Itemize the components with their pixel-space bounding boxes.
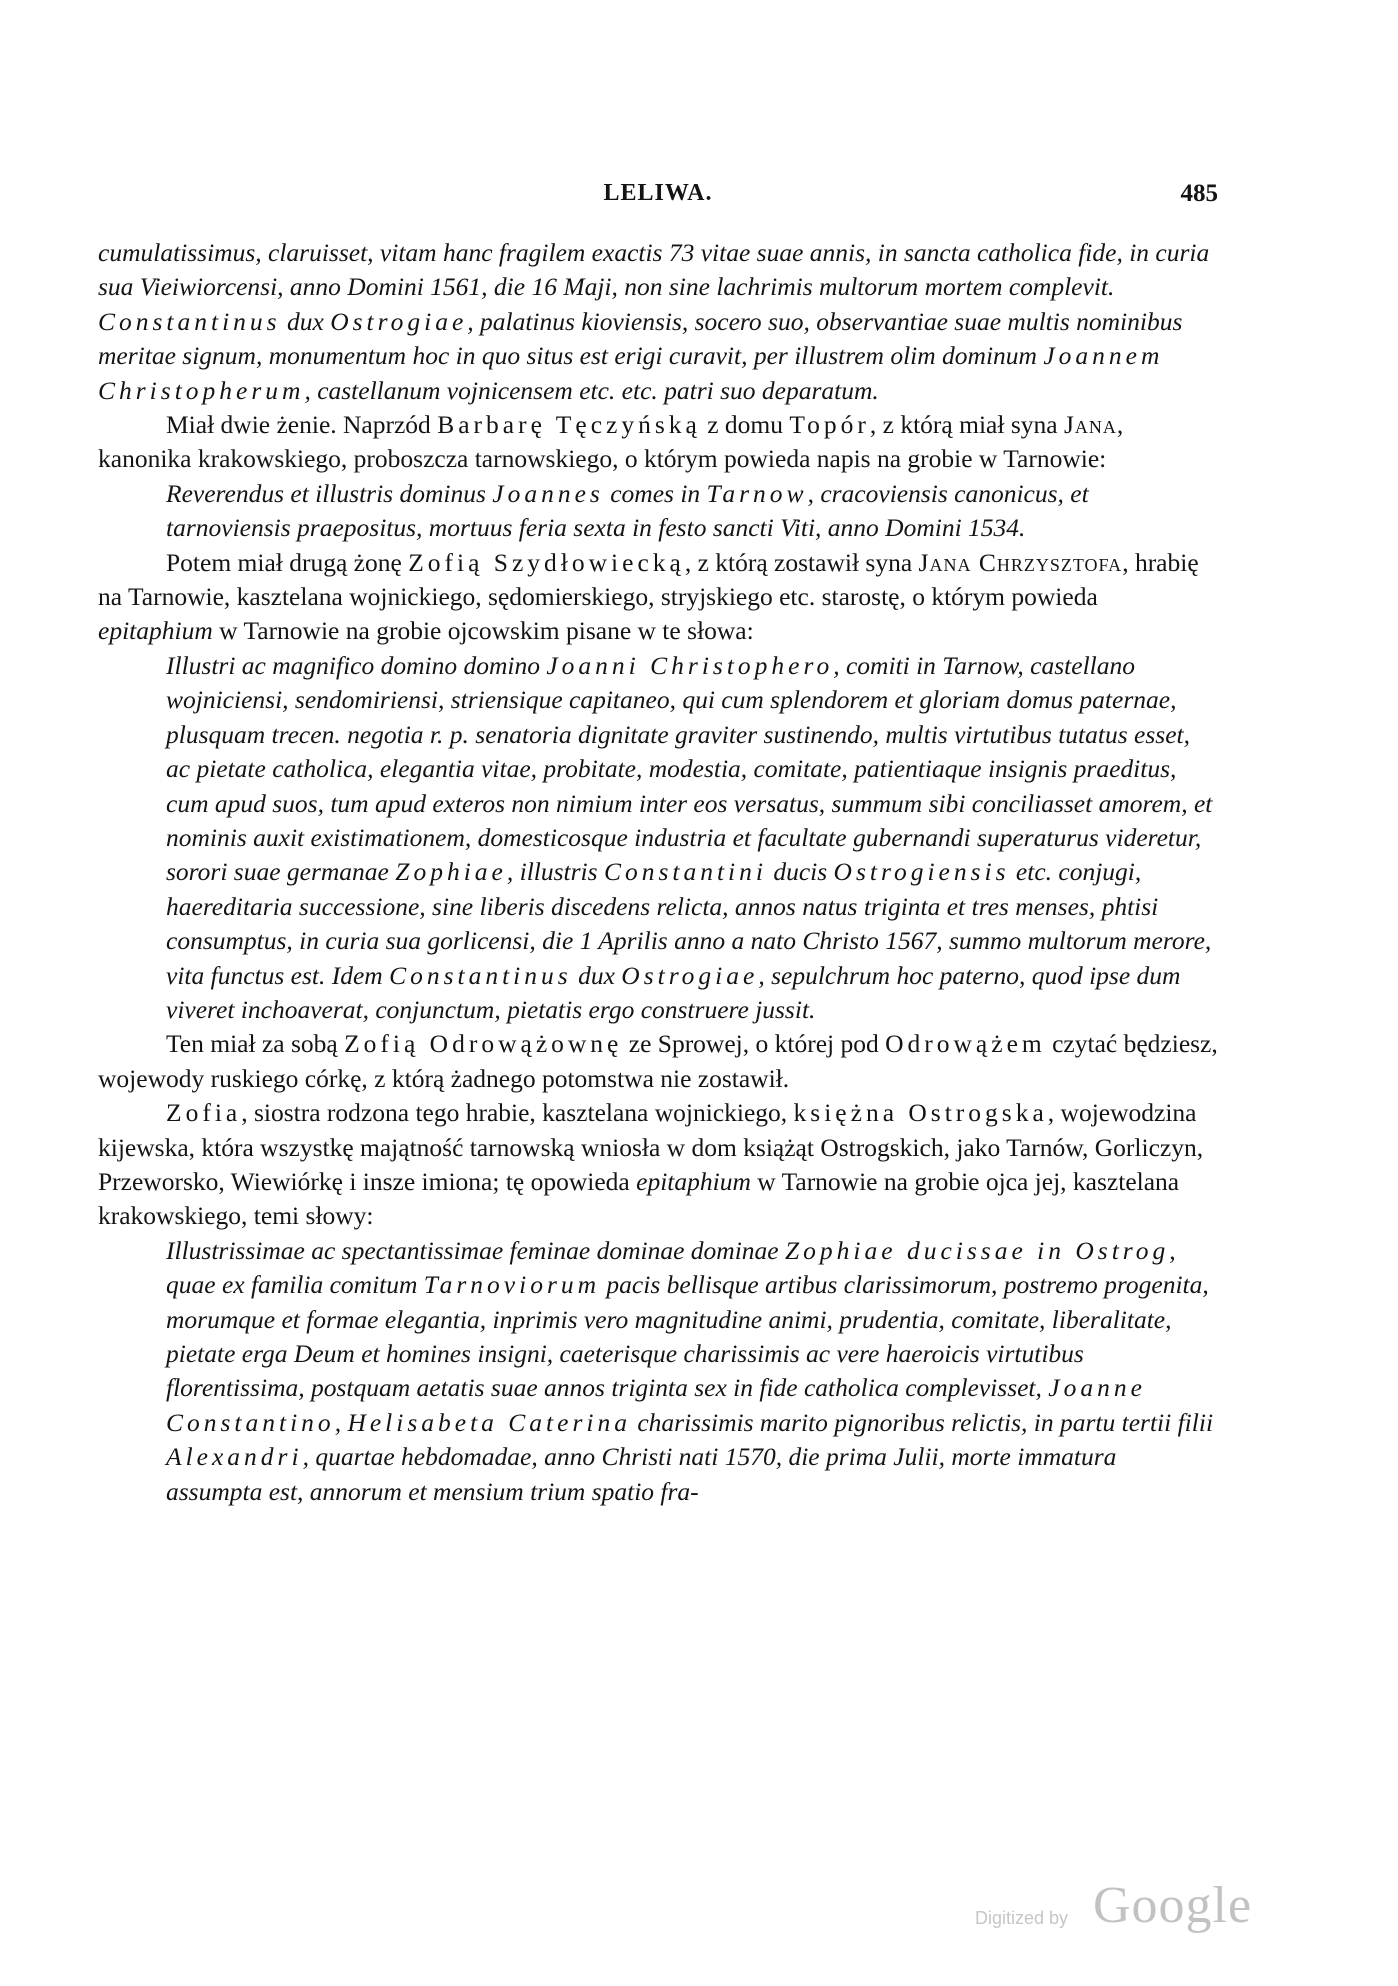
text-span: , castellanum vojnicensem etc. etc. patri suo deparatum.: [304, 375, 879, 405]
text-span: dux: [280, 306, 331, 336]
spaced-name: Constantini: [603, 857, 767, 887]
text-span: , comiti in Tarnow, castellano wojniciensi, sendomiriensi, striensique capitaneo, qui cum splendorem et gloriam domus paternae, plusquam trecen. negotia r. p. senatoria dignitate graviter sustinendo, multis virtutibus tutatus esset, ac pietate catholica, elegantia vitae, probitate, modestia, comitate, patientiaque insignis praeditus, cum apud suos, tum apud exteros non nimium inter eos versatus, summum sibi conciliasset amorem, et nominis auxit existimationem, domesticosque industria et facultate gubernandi superaturus videretur, sorori suae germanae: [166, 650, 1213, 887]
text-span: , siostra rodzona tego hrabie, kasztelana wojnickiego,: [241, 1098, 794, 1128]
text-span: , quartae hebdomadae, anno Christi nati 1570, die prima Julii, morte immatura assumpta est, annorum et mensium trium spatio fra-: [166, 1442, 1117, 1506]
page-number: 485: [1180, 180, 1218, 207]
text-paragraph: [98, 408, 1218, 477]
spaced-name: Tarnow: [706, 478, 808, 508]
page-header: [98, 180, 1218, 220]
text-span: dux: [571, 960, 622, 990]
text-span: czytać będziesz, wojewody ruskiego córkę, z którą żadnego potomstwa nie zostawił.: [98, 1029, 1218, 1093]
text-span: , palatinus kioviensis, socero suo, observantiae suae multis nominibus meritae signum, monumentum hoc in quo situs est erigi curavit, per illustrem olim dominum: [98, 306, 1183, 371]
spaced-name: Odrowążem: [885, 1029, 1046, 1059]
text-span: pacis bellisque artibus clarissimorum, postremo progenita, morumque et formae elegantia, inprimis vero magnitudine animi, prudentia, comitate, liberalitate, pietate erga Deum et homines insigni, caeterisque charissimis ac vere haeroicis virtutibus florentissima, postquam aetatis suae annos triginta sex in fide catholica complevisset,: [166, 1270, 1209, 1403]
text-span: , kanonika krakowskiego, proboszcza tarnowskiego, o którym powieda napis na grobie w Tarnowie:: [98, 410, 1124, 474]
spaced-name: Ostrogiae: [330, 306, 468, 336]
spaced-name: Zofią Szydłowiecką: [408, 547, 685, 577]
spaced-name: Joannes: [492, 478, 604, 508]
text-span: Illustrissimae ac spectantissimae feminae dominae dominae: [166, 1235, 785, 1265]
spaced-name: Joannem Christopherum: [98, 341, 1164, 405]
text-span: , illustris: [506, 857, 604, 887]
spaced-name: Tarnoviorum: [423, 1270, 601, 1300]
smallcaps-name: Jana Chrzysztofa: [918, 547, 1123, 577]
text-span: , wojewodzina kijewska, która wszystkę majątność tarnowską wniosła w dom książąt Ostrogskich, jako Tarnów, Gorliczyn, Przeworsko, Wiewiórkę i insze imiona; tę opowieda: [98, 1098, 1204, 1196]
italic-term: epitaphium: [98, 616, 213, 646]
spaced-name: Zofią Odrowążownę: [344, 1029, 623, 1059]
spaced-name: Constantinus: [389, 960, 572, 990]
text-paragraph: [98, 546, 1218, 649]
spaced-name: Joanne Constantino: [166, 1373, 1146, 1437]
spaced-name: Zophiae: [395, 857, 507, 887]
italic-term: epitaphium: [636, 1166, 751, 1196]
spaced-name: Helisabeta Caterina: [347, 1407, 631, 1437]
spaced-name: Topór: [789, 410, 870, 440]
latin-text-paragraph: [98, 236, 1218, 408]
spaced-name: Zophiae ducissae in Ostrog: [785, 1235, 1170, 1265]
latin-inscription-paragraph: [98, 649, 1218, 1027]
text-paragraph: [98, 1027, 1218, 1096]
text-span: comes in: [603, 478, 707, 508]
spaced-name: Joanni Christophero: [546, 650, 834, 680]
text-span: , sepulchrum hoc paterno, quod ipse dum viveret inchoaverat, conjunctum, pietatis ergo construere jussit.: [166, 960, 1181, 1024]
spaced-name: Alexandri: [166, 1442, 303, 1472]
digitized-by-watermark: [975, 1877, 1265, 1940]
text-span: , z którą miał syna: [869, 410, 1064, 440]
spaced-name: księżna Ostrogska: [793, 1098, 1048, 1128]
text-span: Ten miał za sobą: [166, 1029, 345, 1059]
spaced-name: Constantinus: [98, 306, 281, 336]
text-paragraph: [98, 1096, 1218, 1234]
text-span: charissimis marito pignoribus relictis, in partu tertii filii: [630, 1407, 1214, 1437]
text-span: ducis: [766, 857, 834, 887]
text-span: , cracoviensis canonicus, et tarnoviensis praepositus, mortuus feria sexta in festo sancti Viti, anno Domini 1534.: [166, 478, 1089, 543]
text-span: ,: [334, 1407, 348, 1437]
text-span: Illustri ac magnifico domino domino: [166, 650, 547, 680]
text-span: , z którą zostawił syna: [684, 547, 919, 577]
text-span: etc. conjugi, haereditaria successione, sine liberis discedens relicta, annos natus triginta et tres menses, phtisi consumptus, in curia sua gorlicensi, die 1 Aprilis anno a nato Christo 1567, summo multorum merore, vita functus est. Idem: [166, 857, 1212, 990]
running-title: LELIWA.: [603, 180, 713, 206]
spaced-name: Ostrogiensis: [833, 857, 1010, 887]
text-span: Potem miał drugą żonę: [166, 547, 409, 577]
google-logo: Google: [1093, 1877, 1253, 1934]
text-span: Miał dwie żenie. Naprzód: [166, 410, 438, 440]
spaced-name: Barbarę Tęczyńską: [437, 410, 701, 440]
text-span: z domu: [700, 410, 790, 440]
digitized-by-label: Digitized by: [975, 1908, 1069, 1928]
text-span: Reverendus et illustris dominus: [166, 478, 493, 508]
spaced-name: Ostrogiae: [621, 960, 759, 990]
latin-inscription-paragraph: [98, 1234, 1218, 1509]
spaced-name: Zofia: [166, 1098, 242, 1128]
text-span: , hrabię na Tarnowie, kasztelana wojnickiego, sędomierskiego, stryjskiego etc. starostę, o którym powieda: [98, 547, 1199, 612]
text-span: ze Sprowej, o której pod: [622, 1029, 886, 1059]
smallcaps-name: Jana: [1063, 410, 1117, 440]
text-span: , quae ex familia comitum: [166, 1235, 1176, 1300]
latin-inscription-paragraph: [98, 477, 1218, 546]
text-span: w Tarnowie na grobie ojca jej, kasztelana krakowskiego, temi słowy:: [98, 1166, 1180, 1231]
body-text: [98, 236, 1218, 1509]
text-span: cumulatissimus, claruisset, vitam hanc fragilem exactis 73 vitae suae annis, in sancta catholica fide, in curia sua Vieiwiorcensi, anno Domini 1561, die 16 Maji, non sine lachrimis multorum mortem complevit.: [98, 238, 1210, 302]
text-span: w Tarnowie na grobie ojcowskim pisane w te słowa:: [212, 616, 754, 646]
